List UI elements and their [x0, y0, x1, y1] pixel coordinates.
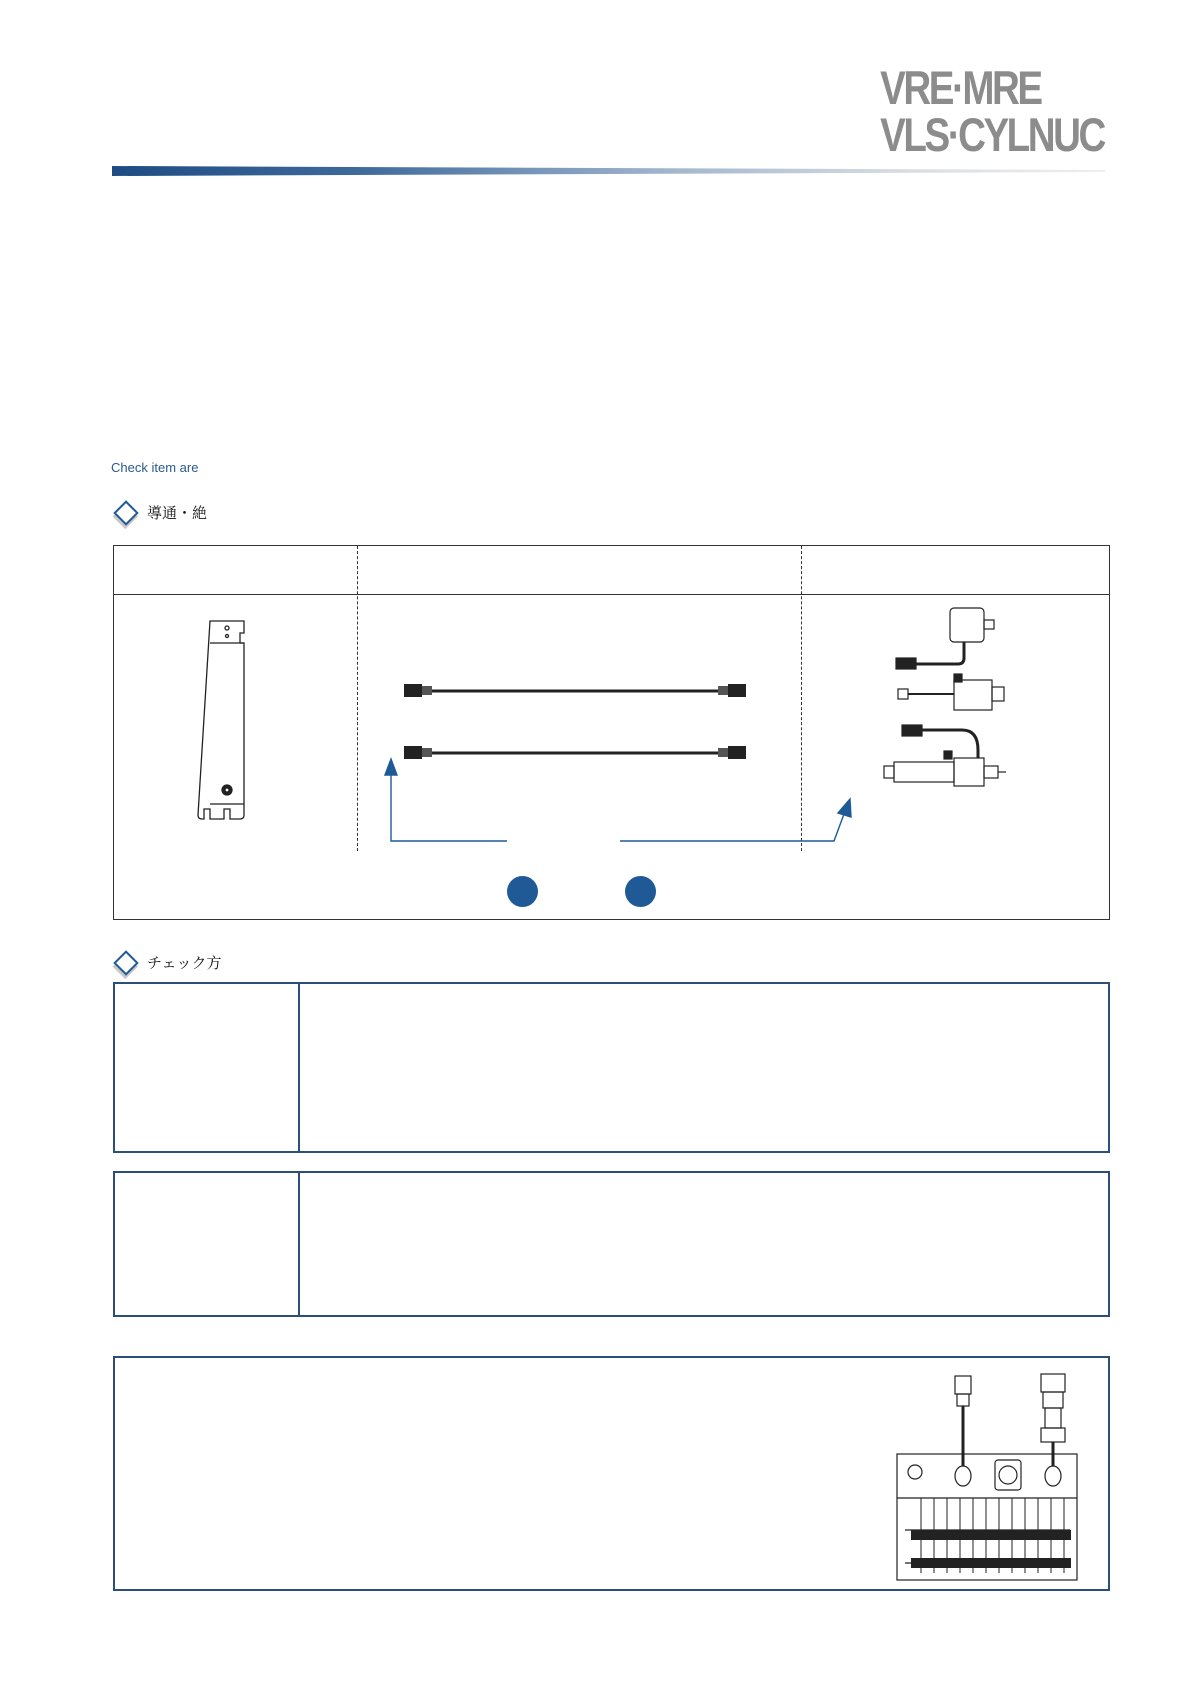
header-gradient-bar	[112, 166, 1105, 176]
check-method-label-column	[115, 984, 300, 1151]
callout-badge-2	[625, 876, 656, 907]
brand-line-2: VLS·CYLNUC	[880, 108, 1104, 161]
extension-cable-icon	[404, 746, 746, 759]
check-item-note: Check item are	[111, 460, 199, 475]
sensor-icon	[884, 608, 1006, 786]
note-box	[113, 1356, 1110, 1591]
callout-badge-1	[507, 876, 538, 907]
brand-line-1: VRE·MRE	[880, 61, 1041, 114]
continuity-section-heading	[112, 502, 207, 523]
method-section-heading	[112, 952, 222, 973]
check-method-box-1	[113, 982, 1110, 1153]
continuity-section-title: 導通・絶	[147, 505, 208, 522]
parts-illustration	[114, 546, 1111, 921]
check-method-label-column	[115, 1173, 300, 1315]
terminal-board-illustration	[115, 1358, 1108, 1589]
parts-diagram-table	[113, 545, 1110, 920]
extension-cable-icon	[404, 684, 746, 697]
diamond-bullet-icon	[113, 950, 138, 975]
check-method-box-2	[113, 1171, 1110, 1317]
diamond-bullet-icon	[113, 500, 138, 525]
brand-logo	[880, 61, 1104, 161]
method-section-title: チェック方	[147, 955, 222, 972]
converter-unit-icon	[198, 621, 244, 819]
indicator-arrows	[385, 759, 851, 841]
